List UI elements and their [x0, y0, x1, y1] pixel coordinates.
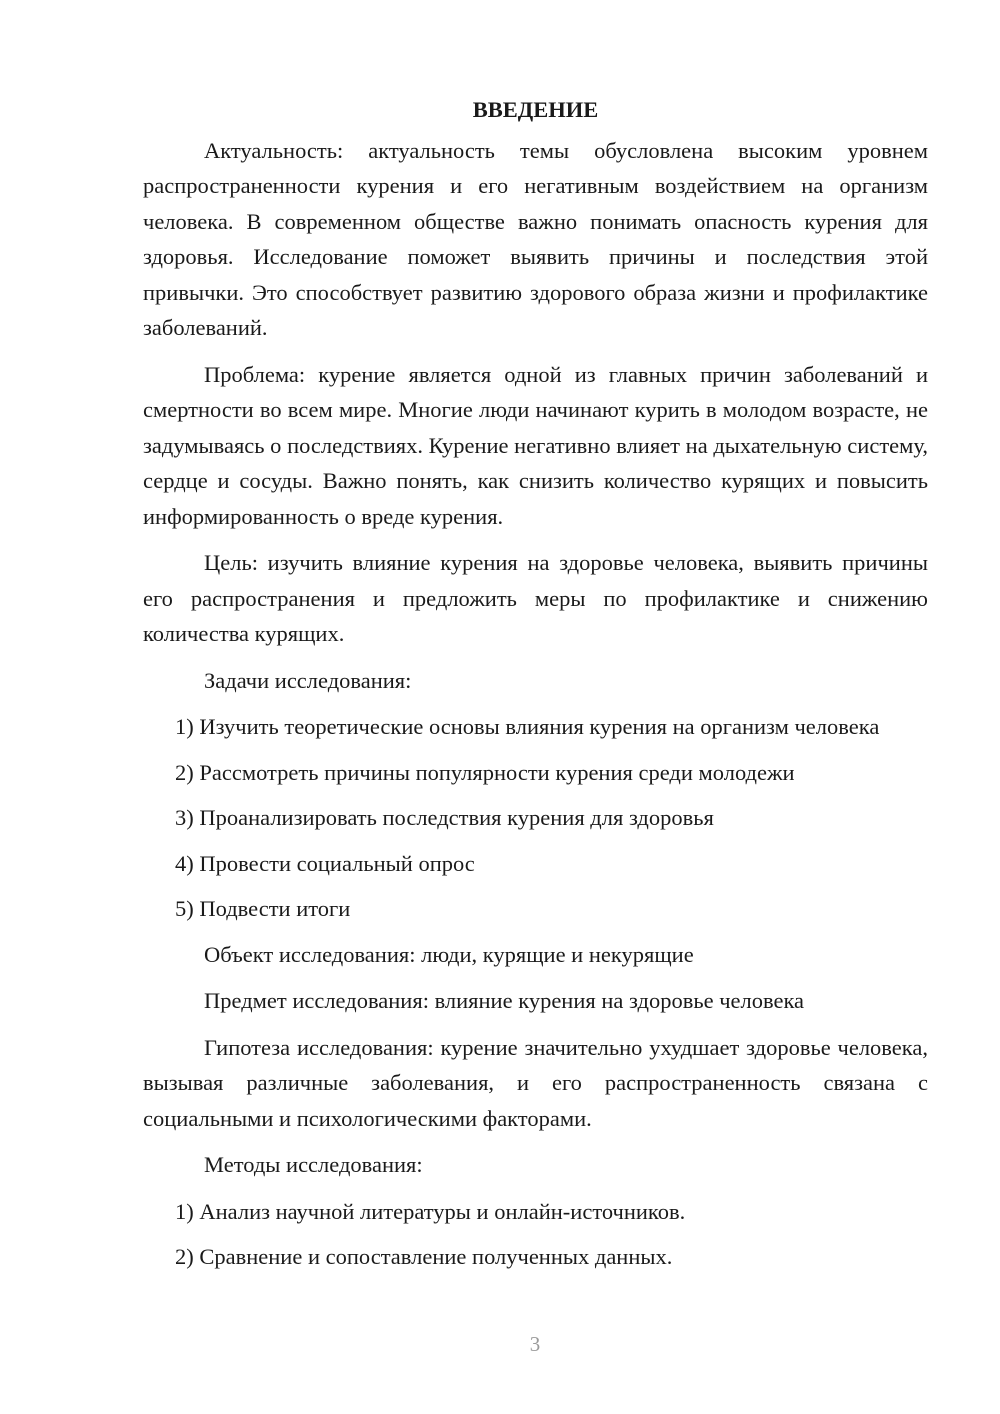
task-item: 1) Изучить теоретические основы влияния курения на организм человека: [175, 714, 880, 739]
task-item: 4) Провести социальный опрос: [175, 850, 475, 876]
page-content: [143, 92, 928, 1285]
methods-heading: Методы исследования:: [204, 1152, 423, 1177]
method-item: 2) Сравнение и сопоставление полученных данных.: [175, 1244, 673, 1269]
object-paragraph: Объект исследования: люди, курящие и некурящие: [204, 941, 694, 967]
page-number: 3: [529, 1332, 541, 1356]
subject-paragraph: Предмет исследования: влияние курения на здоровье человека: [204, 988, 805, 1013]
problem-paragraph: Проблема: курение является одной из главных причин заболеваний и смертности во всем мире. Многие люди начинают курить в молодом возрасте, не задумываясь о последствиях. Курение негативно влияет на дыхательную систему, сердце и сосуды. Важно понять, как снизить количество курящих и повысить информированность о вреде курения.: [143, 361, 928, 529]
hypothesis-paragraph: Гипотеза исследования: курение значительно ухудшает здоровье человека, вызывая различные заболевания, и его распространенность связана с социальными и психологическими факторами.: [143, 1034, 928, 1131]
method-item: 1) Анализ научной литературы и онлайн-источников.: [175, 1198, 686, 1224]
task-item: 3) Проанализировать последствия курения для здоровья: [175, 805, 714, 830]
section-title: ВВЕДЕНИЕ: [472, 97, 599, 122]
tasks-heading: Задачи исследования:: [204, 667, 412, 693]
goal-paragraph: Цель: изучить влияние курения на здоровье человека, выявить причины его распространения и предложить меры по профилактике и снижению количества курящих.: [143, 550, 928, 646]
relevance-paragraph: Актуальность: актуальность темы обусловлена высоким уровнем распространенности курения и его негативным воздействием на организм человека. В современном обществе важно понимать опасность курения для здоровья. Исследование поможет выявить причины и последствия этой привычки. Это способствует развитию здорового образа жизни и профилактике заболеваний.: [143, 137, 928, 340]
task-item: 5) Подвести итоги: [175, 896, 351, 921]
task-item: 2) Рассмотреть причины популярности курения среди молодежи: [175, 759, 795, 785]
